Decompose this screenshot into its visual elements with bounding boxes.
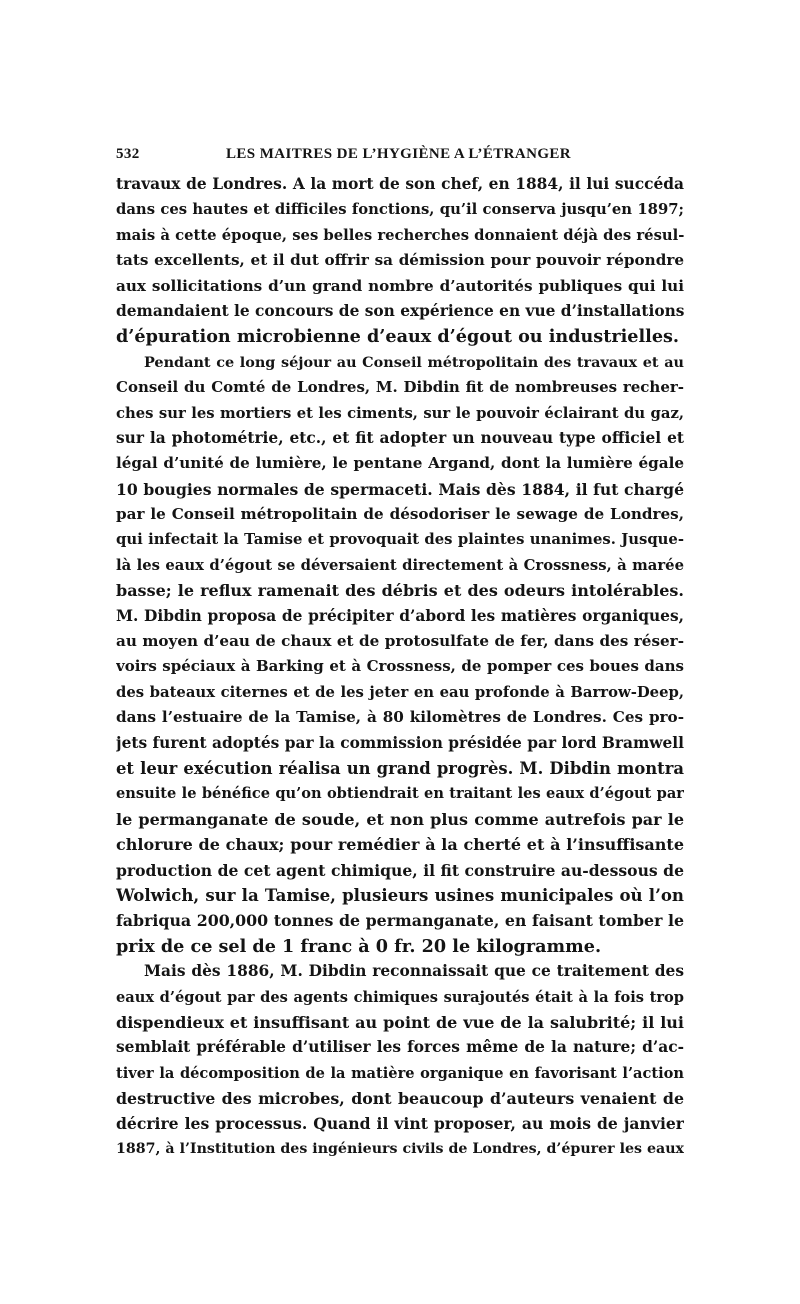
text-line: Conseil du Comté de Londres, M. Dibdin fit de nombreuses recher- — [116, 378, 684, 397]
text-line: M. Dibdin proposa de précipiter d’abord les matières organiques, — [116, 606, 684, 625]
text-line: ches sur les mortiers et les ciments, sur le pouvoir éclairant du gaz, — [116, 404, 684, 422]
text-line: Pendant ce long séjour au Conseil métropolitain des travaux et au — [144, 353, 684, 371]
text-line: production de cet agent chimique, il fit construire au-dessous de — [116, 860, 684, 880]
text-line: au moyen d’eau de chaux et de protosulfate de fer, dans des réser- — [116, 632, 684, 651]
text-line: dispendieux et insuffisant au point de vue de la salubrité; il lui — [116, 1012, 684, 1032]
text-line: des bateaux citernes et de les jeter en eau profonde à Barrow-Deep, — [116, 683, 684, 701]
text-line: décrire les processus. Quand il vint proposer, au mois de janvier — [116, 1114, 684, 1134]
text-line: dans ces hautes et difficiles fonctions, qu’il conserva jusqu’en 1897; — [116, 201, 684, 219]
text-line: eaux d’égout par des agents chimiques surajoutés était à la fois trop — [116, 988, 684, 1006]
running-title: LES MAITRES DE L’HYGIÈNE A L’ÉTRANGER — [226, 146, 572, 162]
page-number: 532 — [116, 146, 140, 162]
text-line: par le Conseil métropolitain de désodoriser le sewage de Londres, — [116, 505, 684, 524]
text-line: 10 bougies normales de spermaceti. Mais dès 1884, il fut chargé — [116, 479, 684, 499]
text-line: dans l’estuaire de la Tamise, à 80 kilomètres de Londres. Ces pro- — [116, 708, 684, 727]
body-text — [116, 172, 684, 1162]
text-line: sur la photométrie, etc., et fit adopter un nouveau type officiel et — [116, 428, 684, 447]
text-line: et leur exécution réalisa un grand progrès. M. Dibdin montra — [116, 758, 684, 778]
text-line: ensuite le bénéfice qu’on obtiendrait en traitant les eaux d’égout par — [116, 785, 684, 803]
text-line: destructive des microbes, dont beaucoup d’auteurs venaient de — [116, 1089, 684, 1109]
text-line: prix de ce sel de 1 franc à 0 fr. 20 le kilogramme. — [116, 935, 602, 957]
text-line: chlorure de chaux; pour remédier à la cherté et à l’insuffisante — [116, 835, 684, 855]
text-line: légal d’unité de lumière, le pentane Argand, dont la lumière égale — [116, 454, 684, 473]
text-line: là les eaux d’égout se déversaient directement à Crossness, à marée — [116, 556, 684, 574]
text-line: tiver la décomposition de la matière organique en favorisant l’action — [116, 1064, 684, 1082]
text-line: semblait préférable d’utiliser les forces même de la nature; d’ac- — [116, 1038, 684, 1057]
text-line: Mais dès 1886, M. Dibdin reconnaissait que ce traitement des — [144, 962, 684, 981]
text-line: basse; le reflux ramenait des débris et des odeurs intolérables. — [116, 581, 684, 601]
text-line: demandaient le concours de son expérience en vue d’installations — [116, 301, 684, 320]
text-line: 1887, à l’Institution des ingénieurs civils de Londres, d’épurer les eaux — [116, 1140, 684, 1157]
running-head — [116, 146, 686, 168]
text-line: qui infectait la Tamise et provoquait des plaintes unanimes. Jusque- — [116, 531, 684, 549]
text-line: tats excellents, et il dut offrir sa démission pour pouvoir répondre — [116, 251, 684, 270]
text-line: Wolwich, sur la Tamise, plusieurs usines municipales où l’on — [116, 884, 684, 905]
text-line: voirs spéciaux à Barking et à Crossness, de pomper ces boues dans — [116, 657, 684, 676]
text-line: mais à cette époque, ses belles recherches donnaient déjà des résul- — [116, 226, 684, 244]
text-line: aux sollicitations d’un grand nombre d’autorités publiques qui lui — [116, 276, 684, 295]
text-line: fabriqua 200,000 tonnes de permanganate, en faisant tomber le — [116, 911, 684, 931]
text-line: travaux de Londres. A la mort de son chef, en 1884, il lui succéda — [116, 175, 684, 193]
text-line: d’épuration microbienne d’eaux d’égout ou industrielles. — [116, 326, 680, 348]
text-line: jets furent adoptés par la commission présidée par lord Bramwell — [116, 733, 684, 752]
text-line: le permanganate de soude, et non plus comme autrefois par le — [116, 809, 684, 829]
